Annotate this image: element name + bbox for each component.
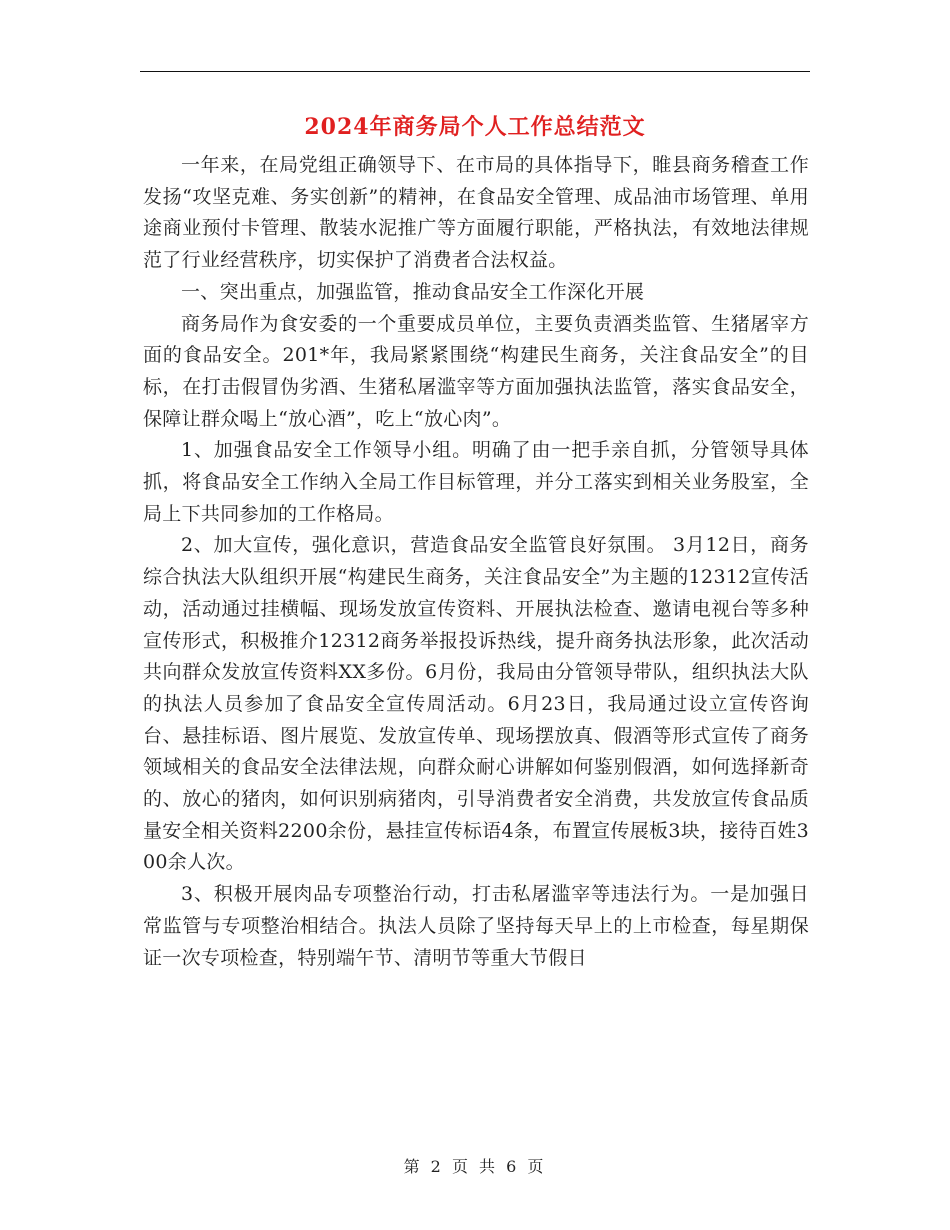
paragraph-intro: 一年来，在局党组正确领导下、在市局的具体指导下，睢县商务稽查工作发扬“攻坚克难、务实创新”的精神，在食品安全管理、成品油市场管理、单用途商业预付卡管理、散装水泥推广等方面履行职能，严格执法，有效地法律规范了行业经营秩序，切实保护了消费者合法权益。	[143, 154, 809, 272]
document-title: 2024年商务局个人工作总结范文	[304, 114, 646, 140]
paragraph-item-3: 3、积极开展肉品专项整治行动，打击私屠滥宰等违法行为。一是加强日常监管与专项整治相结合。执法人员除了坚持每天早上的上市检查，每星期保证一次专项检查，特别端午节、清明节等重大节假日	[143, 883, 809, 969]
paragraph-item-1: 1、加强食品安全工作领导小组。明确了由一把手亲自抓，分管领导具体抓，将食品安全工作纳入全局工作目标管理，并分工落实到相关业务股室，全局上下共同参加的工作格局。	[143, 439, 809, 525]
section-heading-1: 一、突出重点，加强监管，推动食品安全工作深化开展	[181, 280, 645, 303]
paragraph-item-2: 2、加大宣传，强化意识，营造食品安全监管良好氛围。 3月12日，商务综合执法大队组织开展“构建民生商务，关注食品安全”为主题的12312宣传活动，活动通过挂横幅、现场发放宣传资料、开展执法检查、邀请电视台等多种宣传形式，积极推介12312商务举报投诉热线，提升商务执法形象，此次活动共向群众发放宣传资料XX多份。6月份，我局由分管领导带队，组织执法大队的执法人员参加了食品安全宣传周活动。6月23日，我局通过设立宣传咨询台、悬挂标语、图片展览、发放宣传单、现场摆放真、假酒等形式宣传了商务领域相关的食品安全法律法规，向群众耐心讲解如何鉴别假酒，如何选择新奇的、放心的猪肉，如何识别病猪肉，引导消费者安全消费，共发放宣传食品质量安全相关资料2200余份，悬挂宣传标语4条，布置宣传展板3块，接待百姓300余人次。	[143, 534, 809, 874]
paragraph-food-safety: 商务局作为食安委的一个重要成员单位，主要负责酒类监管、生猪屠宰方面的食品安全。201*年，我局紧紧围绕“构建民生商务，关注食品安全”的目标，在打击假冒伪劣酒、生猪私屠滥宰等方面加强执法监管，落实食品安全，保障让群众喝上“放心酒”，吃上“放心肉”。	[143, 312, 809, 430]
document-body	[143, 150, 809, 974]
page-number: 第 2 页 共 6 页	[403, 1157, 547, 1176]
header-rule	[140, 71, 810, 72]
